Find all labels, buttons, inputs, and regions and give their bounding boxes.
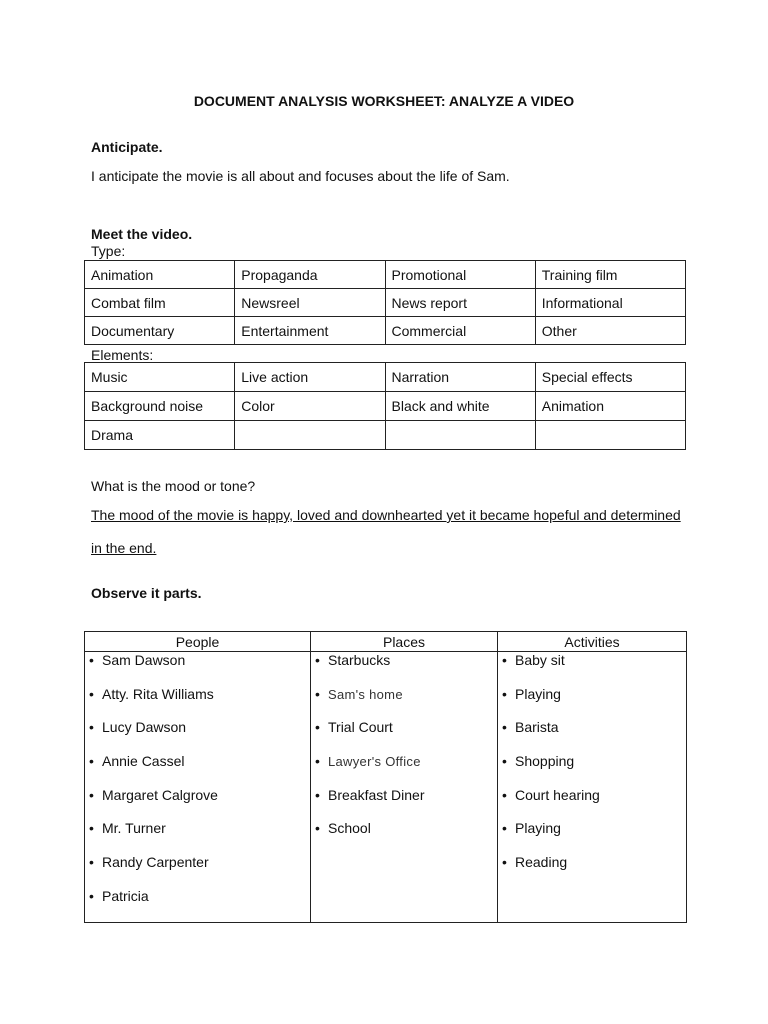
activities-list — [498, 652, 686, 888]
bullet-icon: • — [315, 753, 320, 770]
table-row — [85, 652, 687, 923]
table-cell: Informational — [535, 289, 685, 317]
table-header-row — [85, 632, 687, 652]
list-item: • Court hearing — [502, 786, 600, 803]
list-item: • Lawyer's Office — [315, 753, 421, 770]
observe-parts-table — [84, 631, 687, 923]
elements-label: Elements: — [91, 347, 154, 363]
table-cell: Live action — [235, 363, 385, 392]
table-cell: Training film — [535, 261, 685, 289]
table-row — [85, 261, 686, 289]
mood-answer-line-1: The mood of the movie is happy, loved and downhearted yet it became hopeful and determined — [91, 507, 681, 523]
table-cell: Drama — [85, 421, 235, 450]
bullet-icon: • — [502, 786, 507, 803]
table-cell — [535, 421, 685, 450]
bullet-icon: • — [315, 685, 320, 702]
table-cell — [385, 421, 535, 450]
list-item: • School — [315, 820, 371, 837]
table-row — [85, 317, 686, 345]
bullet-icon: • — [315, 719, 320, 736]
bullet-icon: • — [502, 652, 507, 668]
elements-table — [84, 362, 686, 450]
bullet-icon: • — [89, 820, 94, 837]
bullet-icon: • — [502, 685, 507, 702]
type-table — [84, 260, 686, 345]
list-item: • Trial Court — [315, 719, 393, 736]
list-item: • Barista — [502, 719, 559, 736]
anticipate-heading: Anticipate. — [91, 139, 163, 155]
list-item: • Sam Dawson — [89, 652, 186, 668]
list-item: • Playing — [502, 820, 561, 837]
mood-question: What is the mood or tone? — [91, 478, 256, 494]
table-row — [85, 421, 686, 450]
list-item: • Patricia — [89, 887, 149, 904]
list-item: • Baby sit — [502, 652, 565, 668]
table-row — [85, 363, 686, 392]
table-cell: Newsreel — [235, 289, 385, 317]
list-item: • Margaret Calgrove — [89, 786, 218, 803]
list-item: • Shopping — [502, 753, 575, 770]
table-cell: Documentary — [85, 317, 235, 345]
column-header-places: Places — [311, 632, 498, 652]
bullet-icon: • — [89, 685, 94, 702]
observe-heading: Observe it parts. — [91, 585, 202, 601]
table-cell: Entertainment — [235, 317, 385, 345]
table-cell: Black and white — [385, 392, 535, 421]
table-row — [85, 289, 686, 317]
table-cell: Other — [535, 317, 685, 345]
table-cell: Propaganda — [235, 261, 385, 289]
type-label: Type: — [91, 243, 126, 259]
bullet-icon: • — [315, 652, 320, 668]
table-cell: Promotional — [385, 261, 535, 289]
list-item: • Lucy Dawson — [89, 719, 187, 736]
bullet-icon: • — [89, 652, 94, 668]
anticipate-text: I anticipate the movie is all about and focuses about the life of Sam. — [91, 168, 510, 184]
column-header-activities: Activities — [498, 632, 687, 652]
table-cell — [235, 421, 385, 450]
bullet-icon: • — [502, 719, 507, 736]
worksheet-title: DOCUMENT ANALYSIS WORKSHEET: ANALYZE A VIDEO — [193, 93, 575, 109]
bullet-icon: • — [502, 854, 507, 871]
list-item: • Atty. Rita Williams — [89, 685, 214, 702]
activities-cell — [498, 652, 687, 923]
table-cell: Color — [235, 392, 385, 421]
table-cell: Narration — [385, 363, 535, 392]
meet-heading: Meet the video. — [91, 226, 193, 242]
people-cell — [85, 652, 311, 923]
table-cell: Animation — [85, 261, 235, 289]
table-cell: Commercial — [385, 317, 535, 345]
list-item: • Mr. Turner — [89, 820, 166, 837]
bullet-icon: • — [502, 820, 507, 837]
list-item: • Randy Carpenter — [89, 854, 209, 871]
table-cell: Special effects — [535, 363, 685, 392]
table-cell: Animation — [535, 392, 685, 421]
mood-answer-line-2: in the end. — [91, 540, 157, 556]
bullet-icon: • — [89, 719, 94, 736]
bullet-icon: • — [89, 854, 94, 871]
places-list — [311, 652, 497, 854]
list-item: • Breakfast Diner — [315, 786, 425, 803]
bullet-icon: • — [89, 887, 94, 904]
bullet-icon: • — [89, 786, 94, 803]
list-item: • Sam's home — [315, 685, 403, 702]
bullet-icon: • — [315, 786, 320, 803]
people-list — [85, 652, 310, 922]
table-cell: Background noise — [85, 392, 235, 421]
table-cell: News report — [385, 289, 535, 317]
list-item: • Playing — [502, 685, 561, 702]
column-header-people: People — [85, 632, 311, 652]
list-item: • Starbucks — [315, 652, 391, 668]
places-cell — [311, 652, 498, 923]
bullet-icon: • — [502, 753, 507, 770]
bullet-icon: • — [89, 753, 94, 770]
table-row — [85, 392, 686, 421]
table-cell: Music — [85, 363, 235, 392]
bullet-icon: • — [315, 820, 320, 837]
table-cell: Combat film — [85, 289, 235, 317]
list-item: • Annie Cassel — [89, 753, 185, 770]
list-item: • Reading — [502, 854, 568, 871]
